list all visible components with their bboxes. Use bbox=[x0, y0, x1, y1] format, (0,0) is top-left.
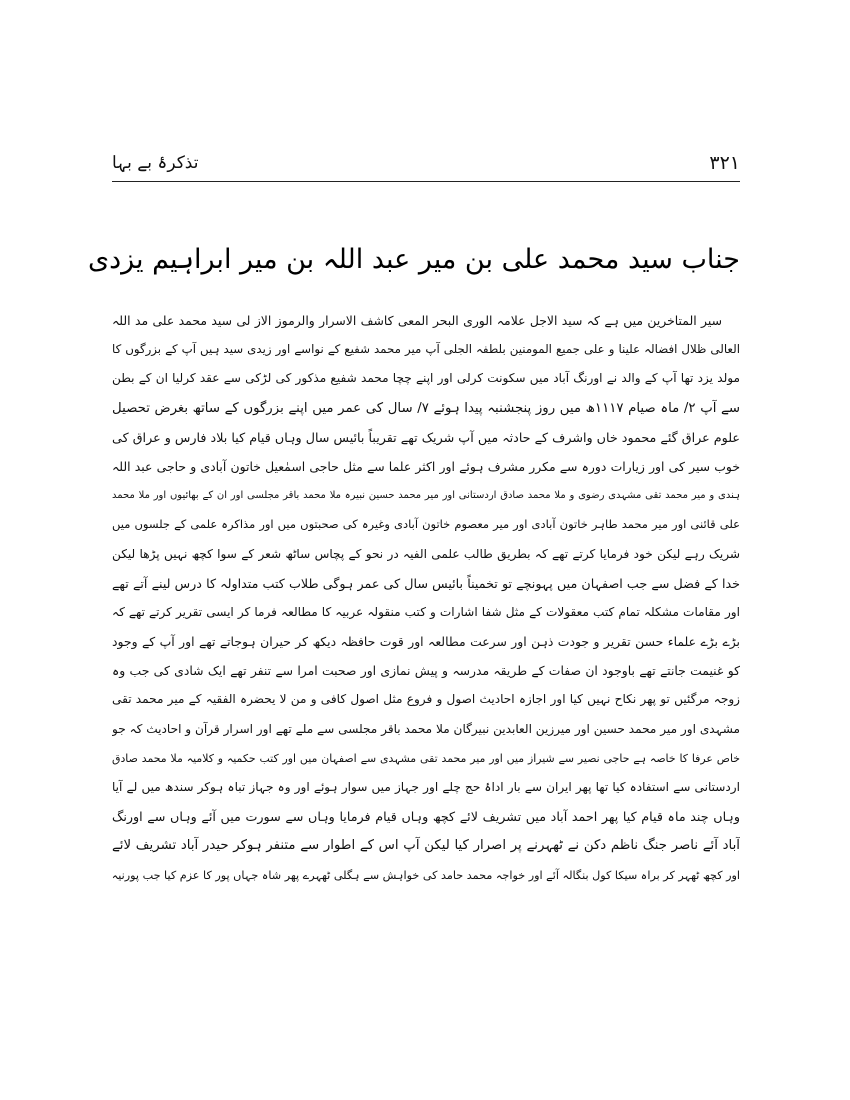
body-line: آباد آئے ناصر جنگ ناظم دکن نے ٹھہرنے پر اصرار کیا لیکن آپ اس کے اطوار سے متنفر ہوکر حیدر آباد تشریف لائے bbox=[112, 838, 740, 854]
body-line: علی قائنی اور میر محمد طاہر خاتون آبادی اور میر معصوم خاتون آبادی وغیرہ کی صحبتوں میں اور مذاکرہ علمی کے جلسوں میں bbox=[112, 517, 740, 532]
body-line: وہاں چند ماہ قیام کیا پھر احمد آباد میں تشریف لائے کچھ وہاں قیام فرمایا وہاں سے سورت میں آئے وہاں سے اورنگ bbox=[112, 809, 740, 825]
body-line: علوم عراق گئے محمود خاں واشرف کے حادثہ میں آپ شریک تھے تقریباً بائیس سال وہاں قیام کیا بلاد فارس و عراق کی bbox=[112, 429, 740, 445]
page-header bbox=[112, 152, 740, 178]
body-line: خاص عرفا کا خاصہ ہے حاجی نصیر سے شیراز میں اور میر محمد تقی مشہدی سے اصفہان میں اور کتب حکمیہ و کلامیہ ملا محمد صادق bbox=[112, 751, 740, 765]
body-line: سیر المتاخرین میں ہے کہ سید الاجل علامہ الوری البحر المعی کاشف الاسرار والرموز الاز لی سید محمد علی مد اللہ bbox=[112, 313, 722, 328]
body-line: سے آپ ۲/ ماہ صیام ۱۱۱۷ھ میں روز پنجشنبہ پیدا ہوئے ۷/ سال کی عمر میں اپنے بزرگوں کے ساتھ بغرض تحصیل bbox=[112, 400, 740, 416]
body-line: خوب سیر کی اور زیارات دورہ سے مکرر مشرف ہوئے اور اکثر علما سے مثل حاجی اسمٰعیل خاتون آبادی و حاجی عبد اللہ bbox=[112, 458, 740, 474]
body-text bbox=[112, 306, 740, 890]
body-line: ہندی و میر محمد تقی مشہدی رضوی و ملا محمد صادق اردستانی اور میر محمد حسین نبیرہ ملا محمد باقر مجلسی اور ان کے بھائیوں اور ملا محمد bbox=[112, 490, 740, 502]
body-line: کو غنیمت جانتے تھے باوجود ان صفات کے طریقہ مدرسہ و پیش نمازی اور صحبت امرا سے تنفر تھے ایک شادی کی جب وہ bbox=[112, 663, 740, 679]
body-line: مشہدی اور میر محمد حسین اور میرزین العابدین نبیرگان ملا محمد باقر مجلسی سے ملے تھے اور اسرار قرآن و احادیث کہ جو bbox=[112, 721, 740, 736]
body-line: اور مقامات مشکلہ تمام کتب معقولات کے مثل شفا اشارات و کتب منقولہ عربیہ کا مطالعہ فرما کر ایسی تقریر کرتے تھے کہ bbox=[112, 604, 740, 619]
body-line: اردستانی سے استفادہ کیا تھا پھر ایران سے بار اداۂ حج چلے اور جہاز میں سوار ہوئے اور وہ جہاز تباہ ہوکر سندھ میں لے آیا bbox=[112, 780, 740, 794]
body-line: زوجہ مرگئیں تو پھر نکاح نہیں کیا اور اجازہ احادیث اصول و فروع مثل اصول کافی و من لا یحضرہ الفقیہ کے میر محمد تقی bbox=[112, 692, 740, 707]
body-line: مولد یزد تھا آپ کے والد نے اورنگ آباد میں سکونت کرلی اور اپنے چچا محمد شفیع مذکور کی لڑکی سے عقد کرلیا ان کے بطن bbox=[112, 371, 740, 386]
body-line: خدا کے فضل سے جب اصفہان میں پہونچے تو تخمیناً بائیس سال کی عمر ہوگی طلاب کتب متداولہ کا درس لینے آتے تھے bbox=[112, 575, 740, 591]
page-number: ۳۲۱ bbox=[709, 152, 740, 174]
header-divider bbox=[112, 181, 740, 182]
body-line: اور کچھ ٹھہر کر براہ سیکا کول بنگالہ آئے اور خواجہ محمد حامد کی خواہش سے ہگلی ٹھہرے پھر شاہ جہاں پور کا عزم کیا جب پورنیہ bbox=[112, 868, 740, 882]
body-line: شریک رہے لیکن خود فرمایا کرتے تھے کہ بطریق طالب علمی الفیہ در نحو کے پچاس ساٹھ شعر کے سوا کچھ نہیں پڑھا لیکن bbox=[112, 546, 740, 561]
running-title: تذکرۂ بے بہا bbox=[112, 153, 199, 173]
body-line: بڑے بڑے علماء حسن تقریر و جودت ذہن اور سرعت مطالعہ اور قوت حافظہ دیکھ کر حیران ہوجاتے تھے اور آپ کے وجود bbox=[112, 634, 740, 650]
body-line: العالی ظلال افضالہ علینا و علی جمیع المومنین بلطفہ الجلی آپ میر محمد شفیع کے نواسے اور زیدی سید ہیں آپ کے بزرگوں کا bbox=[112, 342, 740, 357]
chapter-title: جناب سید محمد علی بن میر عبد اللہ بن میر ابراہیم یزدی bbox=[87, 244, 740, 275]
